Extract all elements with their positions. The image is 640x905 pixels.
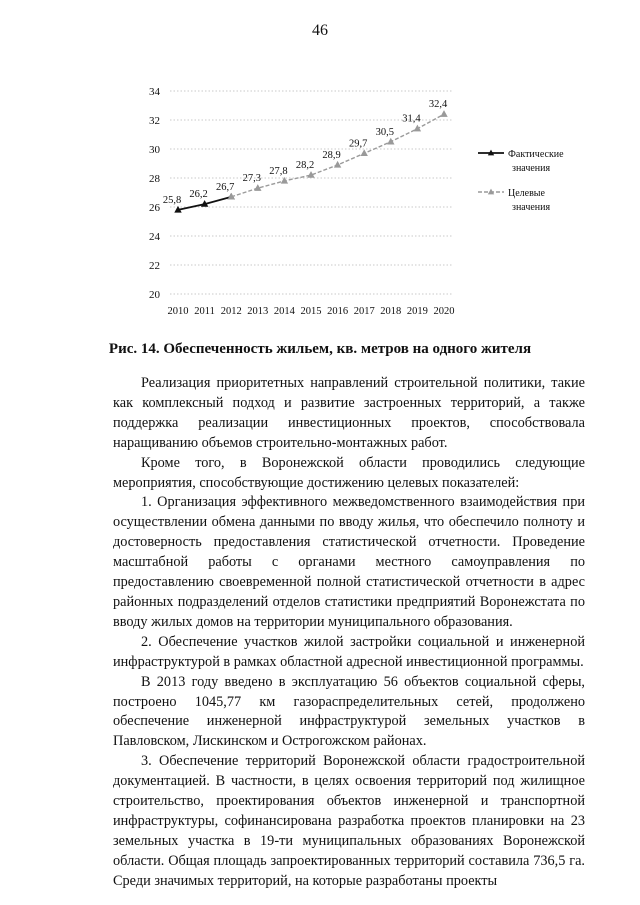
paragraph: Кроме того, в Воронежской области проводились следующие мероприятия, способствующие достижению целевых показателей: xyxy=(113,454,585,491)
data-label: 26,7 xyxy=(216,181,235,193)
x-tick-label: 2017 xyxy=(353,306,375,317)
paragraph: 1. Организация эффективного межведомственного взаимодействия при осуществлении обмена данными по вводу жилья, что обеспечило полноту и достоверность предоставления статистической отчетности. Проведение масштабной работы с органами местного самоуправления по предоставлению своевременной полной статистической отчетности в адрес районных подразделений отделов статистики предприятий Воронежстата по вводу жилых домов на территории муниципального образования. xyxy=(113,494,585,630)
data-label: 28,2 xyxy=(295,160,315,172)
x-tick-label: 2012 xyxy=(220,306,242,317)
legend-label: Целевые xyxy=(508,188,545,199)
figure-caption: Рис. 14. Обеспеченность жильем, кв. метров на одного жителя xyxy=(108,341,532,357)
data-label: 28,9 xyxy=(322,149,341,161)
legend-label: значения xyxy=(512,202,551,213)
legend-label: Фактические xyxy=(508,149,564,160)
x-tick-label: 2011 xyxy=(194,306,215,317)
paragraph: 2. Обеспечение участков жилой застройки социальной и инженерной инфраструктурой в рамках областной адресной инвестиционной программы. xyxy=(113,633,585,670)
x-tick-label: 2013 xyxy=(247,306,269,317)
x-tick-label: 2014 xyxy=(273,306,295,317)
data-point-target xyxy=(361,150,367,156)
paragraph: В 2013 году введено в эксплуатацию 56 объектов социальной сферы, построено 1045,77 км газораспределительных сетей, продолжено обеспечение инженерной инфраструктурой земельных участков в Павловском, Лискинском и Острогожском районах. xyxy=(113,673,585,750)
y-tick-label: 30 xyxy=(149,144,160,156)
x-tick-label: 2015 xyxy=(300,306,322,317)
data-label: 25,8 xyxy=(162,194,182,206)
data-point-target xyxy=(441,111,447,117)
data-label: 30,5 xyxy=(375,126,394,138)
data-point-target xyxy=(334,162,340,168)
y-tick-label: 28 xyxy=(149,173,160,185)
x-tick-label: 2016 xyxy=(327,306,349,317)
y-tick-label: 34 xyxy=(149,86,160,98)
data-label: 27,8 xyxy=(269,165,288,177)
page-number: 46 xyxy=(312,22,328,39)
y-tick-label: 32 xyxy=(149,115,160,127)
y-tick-label: 24 xyxy=(149,231,160,243)
x-tick-label: 2018 xyxy=(380,306,402,317)
y-tick-label: 22 xyxy=(149,260,160,272)
x-tick-label: 2020 xyxy=(433,306,455,317)
data-label: 32,4 xyxy=(428,99,448,111)
data-label: 29,7 xyxy=(349,138,368,150)
housing-chart xyxy=(118,76,588,326)
data-label: 31,4 xyxy=(402,113,421,125)
paragraph: Реализация приоритетных направлений строительной политики, такие как комплексный подход и развитие застроенных территорий, а также поддержка реализации инвестиционных проектов, способствовала наращиванию объемов строительно-монтажных работ. xyxy=(113,375,585,451)
legend-label: значения xyxy=(512,163,551,174)
document-body xyxy=(113,374,585,892)
data-label: 26,2 xyxy=(189,189,208,201)
y-tick-label: 26 xyxy=(149,202,160,214)
y-tick-label: 20 xyxy=(149,289,160,301)
paragraph: 3. Обеспечение территорий Воронежской области градостроительной документацией. В частности, в целях освоения территорий под жилищное строительство, проектирования объектов инженерной и транспортной инфраструктуры, софинансирована разработка проектов планировки на 23 земельных участка в 19-ти муниципальных образованиях Воронежской области. Общая площадь запроектированных территорий составила 736,5 га. Среди значимых территорий, на которые разработаны проекты xyxy=(113,753,585,889)
x-tick-label: 2019 xyxy=(406,306,428,317)
x-tick-label: 2010 xyxy=(167,306,189,317)
data-label: 27,3 xyxy=(242,173,261,185)
